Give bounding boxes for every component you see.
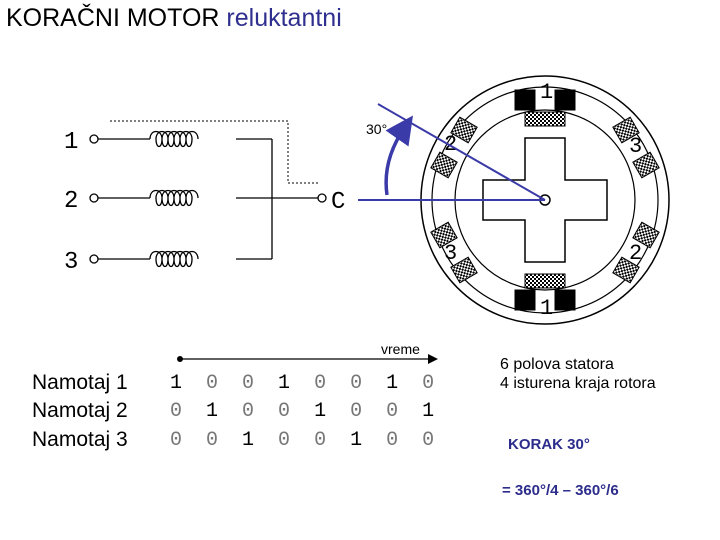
bit-sequence-3	[170, 429, 434, 452]
bit-cell: 0	[350, 400, 387, 423]
pole-label-lower-right: 2	[629, 241, 643, 266]
winding-schematic	[90, 121, 326, 267]
bit-cell: 1	[170, 372, 207, 395]
bit-cell: 0	[242, 400, 279, 423]
coil-2	[150, 191, 198, 206]
bit-cell: 0	[422, 429, 435, 452]
bit-cell: 0	[242, 372, 279, 395]
info-stator: 6 polova statora	[500, 356, 614, 373]
bit-cell: 0	[314, 372, 351, 395]
bit-cell: 1	[206, 400, 243, 423]
terminal-label-3: 3	[64, 249, 79, 276]
terminal-label-1: 1	[64, 129, 79, 156]
info-rotor: 4 isturena kraja rotora	[500, 375, 656, 392]
step-angle: KORAK 30°	[508, 436, 590, 453]
bit-cell: 1	[422, 400, 435, 423]
winding-label-2: Namotaj 2	[32, 399, 128, 422]
bit-sequence-2	[170, 400, 434, 423]
winding-label-1: Namotaj 1	[32, 371, 128, 394]
pole-label-bottom: 1	[540, 296, 554, 321]
terminal-3	[90, 255, 98, 263]
bit-cell: 0	[386, 429, 423, 452]
terminal-label-common: C	[331, 189, 346, 216]
terminal-1	[90, 135, 98, 143]
bit-cell: 0	[170, 429, 207, 452]
coil-3	[150, 252, 198, 267]
bit-cell: 1	[314, 400, 351, 423]
step-formula: = 360°/4 – 360°/6	[502, 482, 619, 499]
bit-cell: 1	[242, 429, 279, 452]
bit-cell: 0	[314, 429, 351, 452]
bit-cell: 0	[350, 372, 387, 395]
pole-label-top: 1	[540, 80, 554, 105]
pole-label-upper-left: 2	[444, 132, 458, 157]
bit-sequence-1	[170, 372, 434, 395]
time-axis-label: vreme	[381, 341, 420, 357]
bit-cell: 0	[278, 429, 315, 452]
terminal-label-2: 2	[64, 188, 79, 215]
pole-label-upper-right: 3	[629, 134, 643, 159]
bit-cell: 0	[206, 429, 243, 452]
bit-cell: 1	[350, 429, 387, 452]
bit-cell: 1	[386, 372, 423, 395]
bit-cell: 0	[206, 372, 243, 395]
title-main: KORAČNI MOTOR	[6, 4, 220, 32]
bit-cell: 0	[386, 400, 423, 423]
title-accent: reluktantni	[226, 4, 342, 32]
angle-label: 30°	[366, 121, 388, 137]
pole-label-lower-left: 3	[444, 241, 458, 266]
winding-label-3: Namotaj 3	[32, 428, 128, 451]
bit-cell: 1	[278, 372, 315, 395]
coil-1	[150, 132, 198, 147]
terminal-common	[318, 194, 326, 202]
bit-cell: 0	[278, 400, 315, 423]
terminal-2	[90, 194, 98, 202]
bit-cell: 0	[422, 372, 435, 395]
bit-cell: 0	[170, 400, 207, 423]
